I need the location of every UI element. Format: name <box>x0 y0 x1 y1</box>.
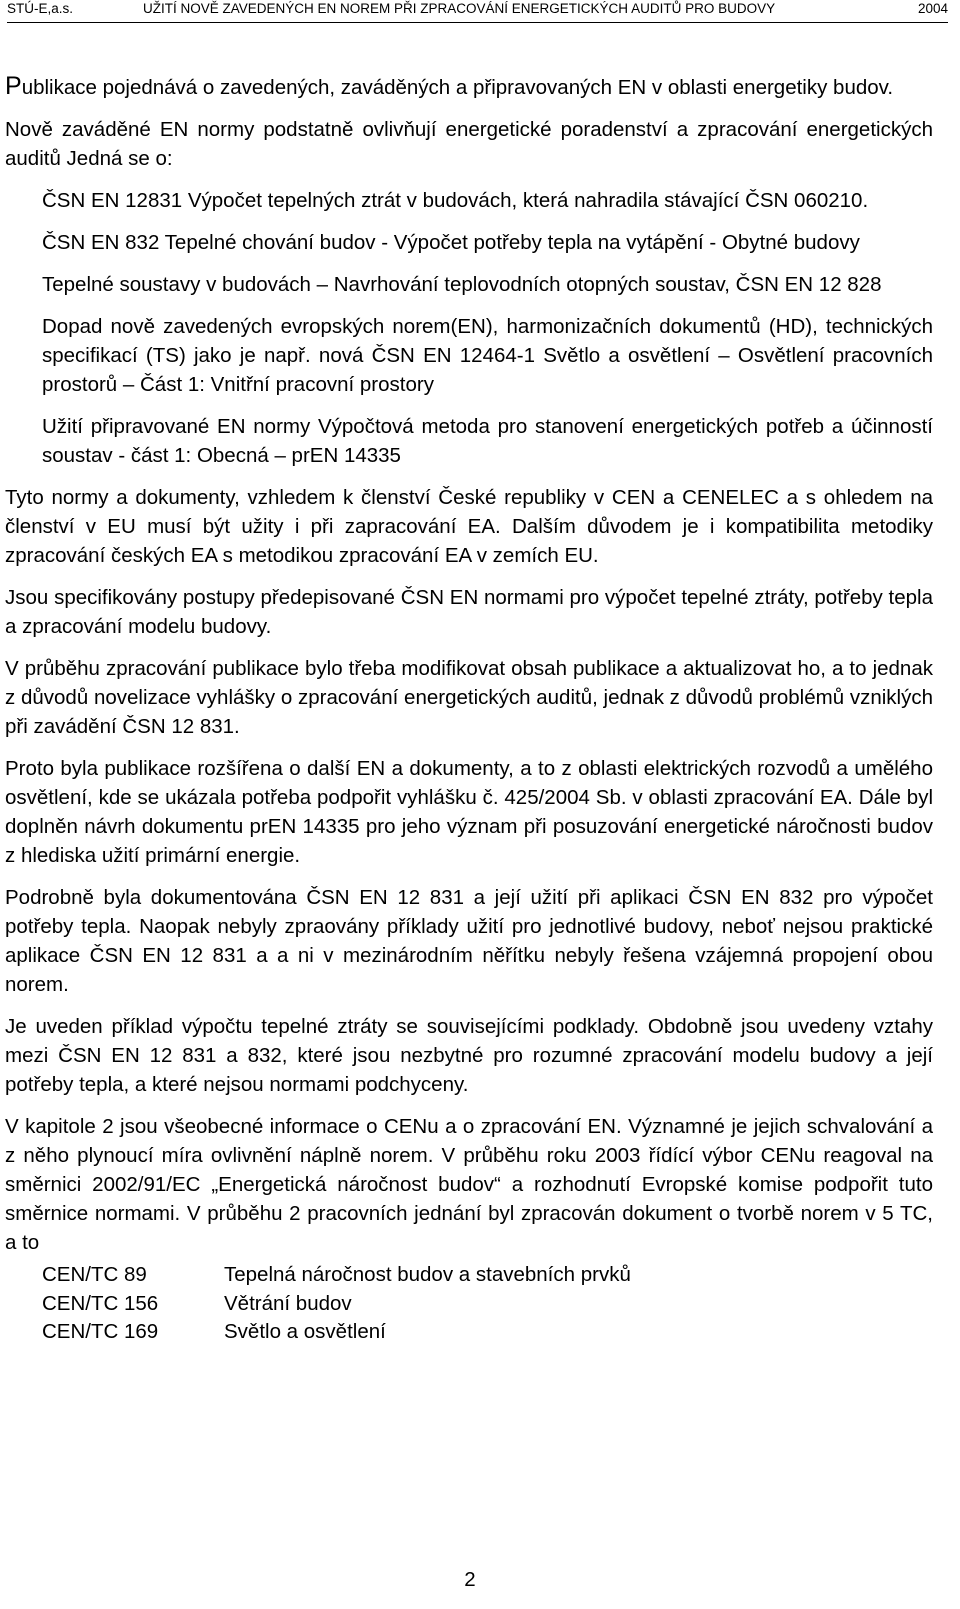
tc-name: Tepelná náročnost budov a stavebních prvků <box>224 1263 631 1286</box>
norm-item-832: ČSN EN 832 Tepelné chování budov - Výpočet potřeby tepla na vytápění - Obytné budovy <box>42 231 860 254</box>
intro-first-letter: P <box>5 72 22 100</box>
tc-row <box>42 1261 631 1290</box>
norm-item-pren14335: Užití připravované EN normy Výpočtová metoda pro stanovení energetických potřeb a účinností soustav - část 1: Obecná – prEN 14335 <box>42 415 933 467</box>
header-company: STÚ-E,a.s. <box>7 1 74 16</box>
tc-code: CEN/TC 156 <box>42 1291 159 1315</box>
page-header <box>7 0 948 23</box>
paragraph-norms-intro: Nově zaváděné EN normy podstatně ovlivňují energetické poradenství a zpracování energetických auditů Jedná se o: <box>5 118 933 170</box>
intro-text: ublikace pojednává o zavedených, zaváděných a připravovaných EN v oblasti energetiky budov. <box>21 76 894 99</box>
intro-paragraph <box>5 72 933 102</box>
header-title: UŽITÍ NOVĚ ZAVEDENÝCH EN NOREM PŘI ZPRACOVÁNÍ ENERGETICKÝCH AUDITŮ PRO BUDOVY <box>143 1 776 16</box>
paragraph-example: Je uveden příklad výpočtu tepelné ztráty se souvisejícími podklady. Obdobně jsou uvedeny vztahy mezi ČSN EN 12 831 a 832, které jsou nezbytné pro rozumné zpracování modelu budovy a její potřeby tepla, a které nejsou normami podchyceny. <box>5 1015 933 1096</box>
paragraph-procedures: Jsou specifikovány postupy předepisované ČSN EN normami pro výpočet tepelné ztráty, potřeby tepla a zpracování modelu budovy. <box>5 586 933 638</box>
document-body <box>5 72 933 1347</box>
tc-row <box>42 1290 631 1319</box>
paragraph-membership: Tyto normy a dokumenty, vzhledem k členství České republiky v CEN a CENELEC a s ohledem na členství v EU musí být užity i při zapracování EA. Dalším důvodem je i kompatibilita metodiky zpracování českých EA s metodikou zpracování EA v zemích EU. <box>5 486 933 567</box>
norm-item-12831: ČSN EN 12831 Výpočet tepelných ztrát v budovách, která nahradila stávající ČSN 060210. <box>42 189 869 212</box>
paragraph-documentation: Podrobně byla dokumentována ČSN EN 12 831 a její užití při aplikaci ČSN EN 832 pro výpočet potřeby tepla. Naopak nebyly zpraovány příklady užití pro jednotlivé budovy, neboť nejsou praktické aplikace ČSN EN 12 831 a a ni v mezinárodním něřítku nebyly řešena vzájemná propojení obou norem. <box>5 886 933 996</box>
tc-name: Větrání budov <box>224 1291 352 1315</box>
header-year: 2004 <box>917 1 948 16</box>
norm-item-12828: Tepelné soustavy v budovách – Navrhování teplovodních otopných soustav, ČSN EN 12 828 <box>42 273 882 296</box>
paragraph-extension: Proto byla publikace rozšířena o další EN a dokumenty, a to z oblasti elektrických rozvodů a umělého osvětlení, kde se ukázala potřeba podpořit vyhlášku č. 425/2004 Sb. v oblasti zpracování EA. Dále byl doplněn návrh dokumentu prEN 14335 pro jeho význam při posuzování energetické náročnosti budov z hlediska užití primární energie. <box>5 757 933 867</box>
paragraph-modification: V průběhu zpracování publikace bylo třeba modifikovat obsah publikace a aktualizovat ho, a to jednak z důvodů novelizace vyhlášky o zpracování energetických auditů, jednak z důvodů problémů vzniklých při zavádění ČSN 12 831. <box>5 657 933 738</box>
page-number: 2 <box>464 1568 476 1591</box>
tc-row <box>42 1318 631 1347</box>
tc-name: Světlo a osvětlení <box>224 1320 386 1343</box>
tc-code: CEN/TC 169 <box>42 1320 159 1343</box>
tc-code: CEN/TC 89 <box>42 1263 147 1286</box>
norm-item-impact: Dopad nově zavedených evropských norem(EN), harmonizačních dokumentů (HD), technických specifikací (TS) jako je např. nová ČSN EN 12464-1 Světlo a osvětlení – Osvětlení pracovních prostorů – Část 1: Vnitřní pracovní prostory <box>42 315 933 396</box>
paragraph-chapter2: V kapitole 2 jsou všeobecné informace o CENu a o zpracování EN. Významné je jejich schvalování a z něho plynoucí míra ovlivnění náplně norem. V průběhu roku 2003 řídící výbor CENu reagoval na směrnici 2002/91/EC „Energetická náročnost budov“ a rozhodnutí Evropské komise podpořit tuto směrnice normami. V průběhu 2 pracovních jednání byl zpracován dokument o tvorbě norem v 5 TC, a to <box>5 1115 933 1254</box>
tc-list <box>42 1261 631 1347</box>
